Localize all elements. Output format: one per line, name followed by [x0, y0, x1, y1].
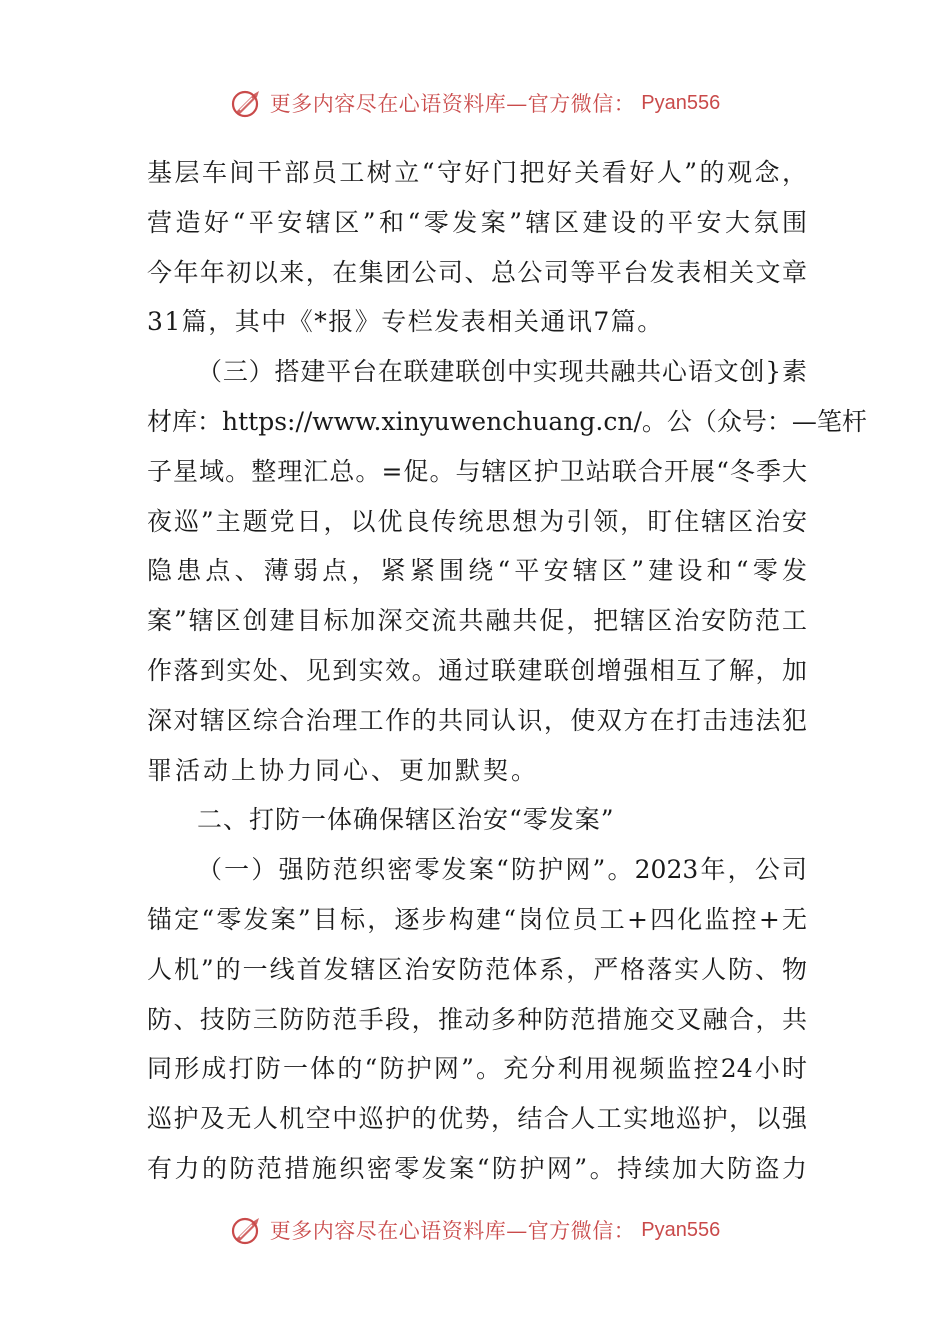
header-banner-text: 更多内容尽在心语资料库—官方微信： — [269, 92, 636, 116]
text-line: 案”辖区创建目标加深交流共融共促，把辖区治安防范工 — [147, 606, 807, 636]
text-line: 有力的防范措施织密零发案“防护网”。持续加大防盗力 — [147, 1153, 807, 1183]
text-line: 材库：https://www.xinyuwenchuang.cn/。公（众号：—笔杆 — [147, 406, 867, 436]
paragraph — [147, 347, 867, 795]
paragraph — [147, 845, 807, 1194]
text-line: （一）强防范织密零发案“防护网”。2023年，公司 — [197, 855, 807, 885]
text-line: 31篇，其中《*报》专栏发表相关通讯7篇。 — [147, 307, 664, 337]
text-line: 同形成打防一体的“防护网”。充分利用视频监控24小时 — [147, 1054, 807, 1084]
text-line: 深对辖区综合治理工作的共同认识，使双方在打击违法犯 — [147, 705, 807, 735]
text-line: 营造好“平安辖区”和“零发案”辖区建设的平安大氛围 — [147, 207, 807, 237]
text-line: （三）搭建平台在联建联创中实现共融共心语文创}素 — [197, 357, 807, 387]
text-line: 夜巡”主题党日，以优良传统思想为引领，盯住辖区治安 — [147, 506, 807, 536]
text-line: 锚定“零发案”目标，逐步构建“岗位员工+四化监控+无 — [147, 904, 807, 934]
text-line: 今年年初以来，在集团公司、总公司等平台发表相关文章 — [147, 257, 807, 287]
text-line: 巡护及无人机空中巡护的优势，结合人工实地巡护，以强 — [147, 1104, 807, 1134]
text-line: 作落到实处、见到实效。通过联建联创增强相互了解，加 — [147, 655, 807, 685]
text-line: 隐患点、薄弱点，紧紧围绕“平安辖区”建设和“零发 — [147, 556, 807, 586]
document-body — [147, 148, 867, 1194]
text-line: 基层车间干部员工树立“守好门把好关看好人”的观念， — [147, 158, 807, 187]
footer-banner — [0, 1210, 950, 1250]
footer-wechat-id: Pyan556 — [641, 1218, 721, 1241]
text-line: 人机”的一线首发辖区治安防范体系，严格落实人防、物 — [147, 954, 807, 984]
pen-logo-icon — [230, 1213, 264, 1247]
pen-logo-icon — [230, 86, 264, 120]
text-line: 二、打防一体确保辖区治安“零发案” — [197, 805, 615, 835]
header-wechat-id: Pyan556 — [641, 91, 721, 114]
paragraph — [147, 148, 807, 347]
text-line: 罪活动上协力同心、更加默契。 — [147, 755, 540, 785]
text-line: 防、技防三防防范手段，推动多种防范措施交叉融合，共 — [147, 1004, 807, 1034]
header-banner — [0, 83, 950, 123]
footer-banner-text: 更多内容尽在心语资料库—官方微信： — [269, 1219, 636, 1243]
section-heading — [147, 795, 807, 845]
text-line: 子星域。整理汇总。=促。与辖区护卫站联合开展“冬季大 — [147, 456, 807, 486]
